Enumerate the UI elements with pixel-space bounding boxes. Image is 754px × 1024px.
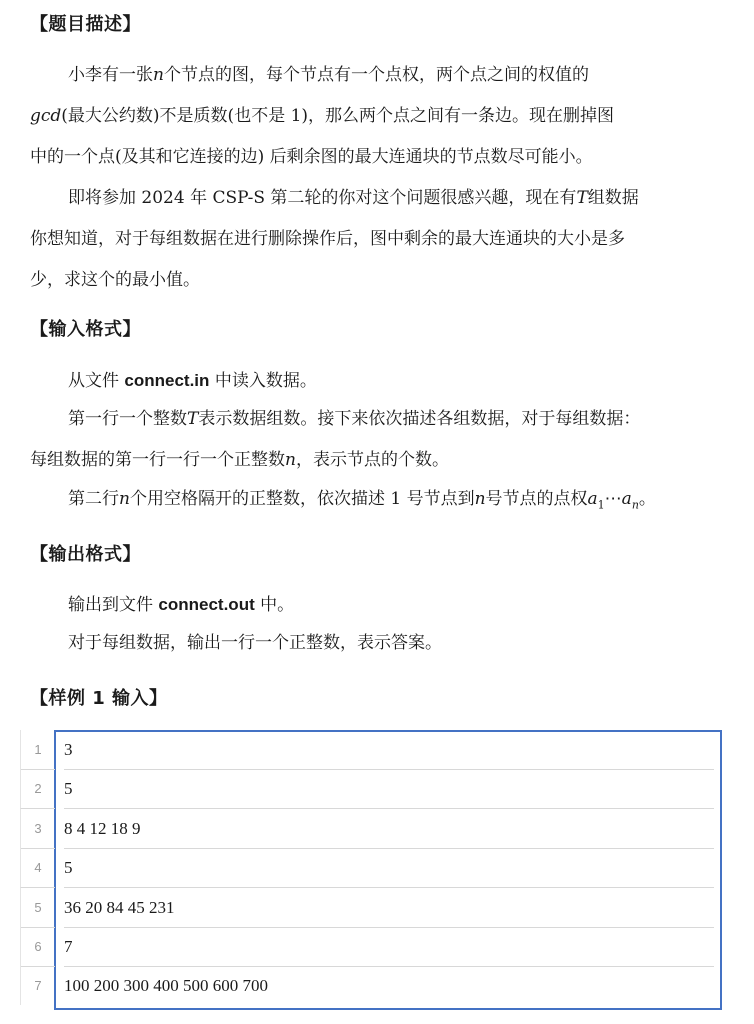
line-number: 6 <box>20 927 55 967</box>
text: 小李有一张 <box>68 65 153 85</box>
text: 。 <box>638 489 656 509</box>
line-number: 7 <box>20 966 55 1005</box>
text: 少，求这个的最小值。 <box>30 270 200 290</box>
text: 第二行 <box>68 489 119 509</box>
description-paragraph-1 <box>30 55 730 178</box>
math-var: gcd <box>30 106 62 126</box>
math-var: n <box>119 489 130 509</box>
code-line <box>20 730 720 770</box>
text: 中的一个点(及其和它连接的边) 后剩余图的最大连通块的节点数尽可能小。 <box>30 147 593 167</box>
line-number: 5 <box>20 888 55 928</box>
subscript: 1 <box>597 498 605 512</box>
line-number: 1 <box>20 730 55 770</box>
text-line <box>30 479 730 525</box>
text: (最大公约数)不是质数(也不是 1)，那么两个点之间有一条边。现在删掉图 <box>61 106 615 126</box>
line-number: 4 <box>20 848 55 888</box>
line-number: 3 <box>20 809 55 849</box>
text: 第一行一个整数 <box>68 409 187 429</box>
section-heading-output: 【输出格式】 <box>30 544 141 565</box>
filename: connect.out <box>158 595 255 614</box>
text: 个用空格隔开的正整数，依次描述 1 号节点到 <box>129 489 475 509</box>
code-line-text: 36 20 84 45 231 <box>64 888 714 928</box>
math-var: n <box>153 65 164 85</box>
code-line <box>20 927 720 967</box>
text-line <box>30 137 730 178</box>
output-paragraph-1 <box>30 584 730 626</box>
math-var: a <box>621 489 632 509</box>
code-line <box>20 966 720 1006</box>
input-paragraph-1 <box>30 360 730 402</box>
filename: connect.in <box>124 371 210 390</box>
text-line <box>30 260 730 301</box>
text: 输出到文件 <box>68 595 159 615</box>
text: 号节点的点权 <box>485 489 588 509</box>
code-block <box>20 730 722 1008</box>
code-line-text: 8 4 12 18 9 <box>64 809 714 849</box>
math-var: a <box>587 489 598 509</box>
text: ，表示节点的个数。 <box>295 450 449 470</box>
text-line <box>30 55 730 96</box>
text-line <box>30 96 730 137</box>
text-line <box>30 178 730 219</box>
description-paragraph-2 <box>30 178 730 301</box>
text: 每组数据的第一行一行一个正整数 <box>30 450 285 470</box>
text-line <box>30 360 730 402</box>
math-var: n <box>474 489 486 509</box>
math-var: n <box>285 450 296 470</box>
code-line <box>20 809 720 849</box>
code-line-text: 7 <box>64 927 714 967</box>
text-line <box>30 440 730 481</box>
subscript: n <box>631 498 639 512</box>
ellipsis: ⋯ <box>604 489 622 509</box>
text: 组数据 <box>587 188 639 208</box>
text-line <box>30 399 730 440</box>
line-number: 2 <box>20 769 55 809</box>
output-paragraph-2 <box>30 623 730 664</box>
section-heading-sample1: 【样例 1 输入】 <box>30 688 168 709</box>
code-line <box>20 769 720 809</box>
text: 个节点的图，每个节点有一个点权，两个点之间的权值的 <box>163 65 589 85</box>
text: 即将参加 2024 年 CSP-S 第二轮的你对这个问题很感兴趣，现在有 <box>68 188 577 208</box>
text-line <box>30 219 730 260</box>
input-paragraph-3 <box>30 479 730 525</box>
text-line <box>30 584 730 626</box>
input-paragraph-2 <box>30 399 730 481</box>
text-line: 对于每组数据，输出一行一个正整数，表示答案。 <box>68 633 442 653</box>
section-heading-description: 【题目描述】 <box>30 14 141 35</box>
text: 表示数据组数。接下来依次描述各组数据，对于每组数据： <box>198 409 641 429</box>
text: 从文件 <box>68 371 125 391</box>
code-line <box>20 848 720 888</box>
code-line-text: 3 <box>64 730 714 770</box>
text: 中。 <box>254 595 295 615</box>
code-line-text: 100 200 300 400 500 600 700 <box>64 976 268 996</box>
code-line-text: 5 <box>64 848 714 888</box>
math-var: T <box>187 409 199 429</box>
section-heading-input: 【输入格式】 <box>30 319 141 340</box>
text: 你想知道，对于每组数据在进行删除操作后，图中剩余的最大连通块的大小是多 <box>30 229 625 249</box>
code-line-text: 5 <box>64 769 714 809</box>
math-var: T <box>576 188 588 208</box>
text: 中读入数据。 <box>209 371 317 391</box>
code-line <box>20 888 720 928</box>
